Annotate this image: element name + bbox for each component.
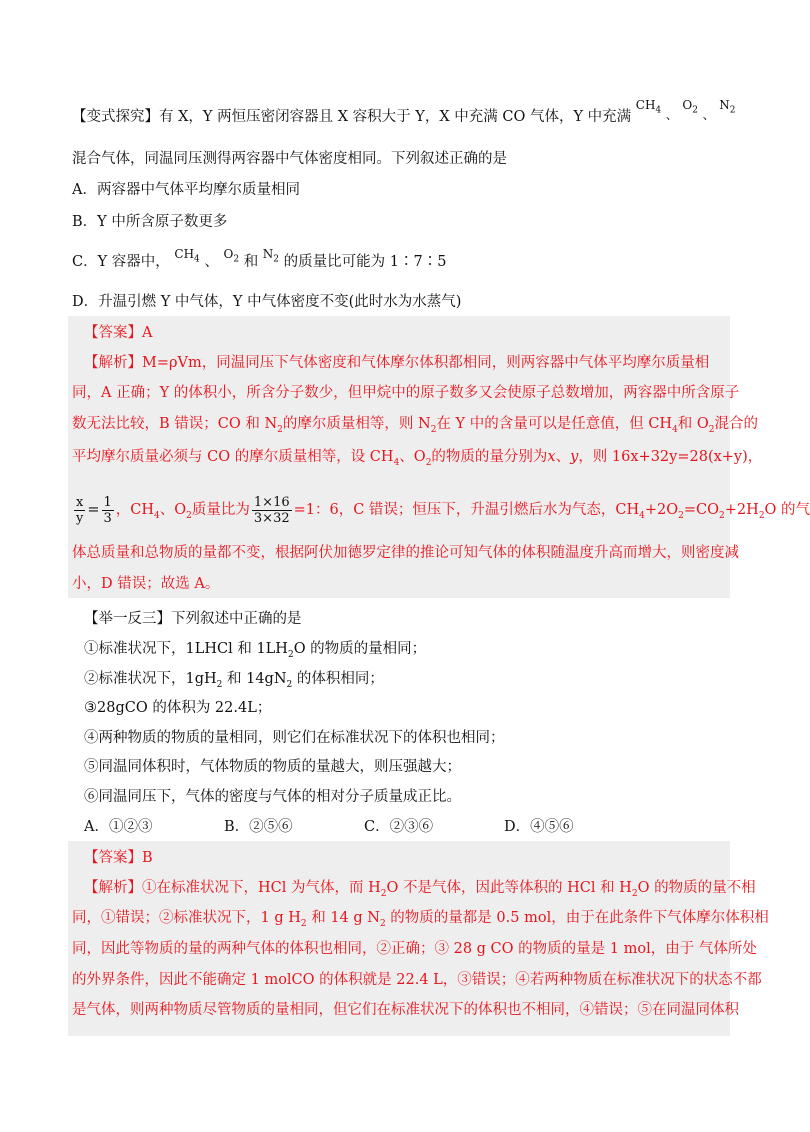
q1-option-d: D．升温引燃 Y 中气体，Y 中气体密度不变(此时水为水蒸气) (72, 294, 462, 310)
q1-option-a: A．两容器中气体平均摩尔质量相同 (72, 182, 300, 198)
formula-ch4: CH4 (635, 98, 662, 116)
q1-explanation-line6: 体总质量和总物质的量都不变，根据阿伏加德罗定律的推论可知气体的体积随温度升高而增大，则密度减 (72, 545, 739, 561)
q1-explanation-line7: 小，D 错误；故选 A。 (72, 576, 220, 592)
q2-option-a: A．①②③ (84, 819, 153, 835)
q1-option-c: C．Y 容器中， $^{CH_4}$ 、 $^{O_2}$ 和 $^{N_2}$ 的质量比可能为 1∶7∶5 (72, 247, 447, 270)
q1-explanation-line2: 同，A 正确；Y 的体积小，所含分子数少，但甲烷中的原子数多又会使原子总数增加，两容器中所含原子 (72, 385, 740, 401)
q2-option-b: B．②⑤⑥ (224, 819, 293, 835)
q1-stem-text: 【变式探究】有 X，Y 两恒压密闭容器且 X 容积大于 Y，X 中充满 CO 气体，Y 中充满 (72, 109, 632, 125)
q2-option-c: C．②③⑥ (364, 819, 434, 835)
fraction-x-over-y: $\frac{x}{y}$ (76, 494, 84, 526)
q2-explanation-line1: 【解析】①在标准状况下，HCl 为气体，而 $H_2O$ 不是气体，因此等体积的 HCl 和 $H_2O$ 的物质的量不相 (84, 880, 756, 899)
formula-n2: N2 (262, 247, 280, 265)
q1-explanation-line3: 数无法比较，B 错误；CO 和 $N_2$的摩尔质量相等，则 $N_2$在 Y 中的含量可以是任意值，但 $CH_4$和 $O_2$混合的 (72, 416, 759, 435)
q1-explanation-line4: 平均摩尔质量必须与 CO 的摩尔质量相等，设 $CH_4$、$O_2$的物质的量分别为x、y，则 16x+32y=28(x+y)， (72, 449, 763, 468)
q2-statement-3: ③28gCO 的体积为 22.4L； (84, 700, 272, 716)
q2-explanation-line4: 的外界条件，因此不能确定 1 molCO 的体积就是 22.4 L，③错误；④若两种物质在标准状况下的状态不都 (72, 972, 762, 988)
q2-option-d: D．④⑤⑥ (504, 819, 574, 835)
q1-explanation-line5: $\frac{x}{y}$ = $\frac{1}{3}$ ，$CH_4$、$O_2$质量比为 $\frac{1\times 16}{3\times 32}$ =1：6，C 错误；恒压下，升温引燃后水为气态，$CH_4+2O_2=CO_2+2H_2O$ 的气 (76, 494, 810, 526)
q1-answer: 【答案】A (84, 325, 153, 341)
q2-explanation-line2: 同，①错误；②标准状况下，1 g $H_2$ 和 14 g $N_2$ 的物质的量都是 0.5 mol，由于在此条件下气体摩尔体积相 (72, 910, 769, 929)
formula-ch4: CH4 (174, 247, 200, 265)
q2-options (84, 817, 574, 837)
q2-statement-5: ⑤同温同体积时，气体物质的物质的量越大，则压强越大； (84, 759, 461, 775)
q1-stem-line2: 混合气体，同温同压测得两容器中气体密度相同。下列叙述正确的是 (72, 151, 507, 167)
fraction-mass-ratio: $\frac{1\times 16}{3\times 32}$ (253, 494, 290, 526)
formula-n2: N2 (719, 98, 736, 116)
formula-o2: O2 (682, 98, 698, 116)
q2-statement-4: ④两种物质的物质的量相同，则它们在标准状况下的体积也相同； (84, 730, 505, 746)
q2-explanation-line3: 同，因此等物质的量的两种气体的体积也相同，②正确；③ 28 g CO 的物质的量是 1 mol，由于 气体所处 (72, 941, 757, 957)
q2-stem: 【举一反三】下列叙述中正确的是 (84, 611, 302, 627)
q1-explanation-line1: 【解析】M=ρVm，同温同压下气体密度和气体摩尔体积都相同，则两容器中气体平均摩尔质量相 (84, 355, 710, 371)
separator: 、 (702, 108, 715, 122)
q1-stem-line1 (72, 98, 736, 132)
separator: 、 (665, 108, 678, 122)
fraction-one-third: $\frac{1}{3}$ (103, 494, 112, 526)
q1-option-b: B．Y 中所含原子数更多 (72, 214, 228, 230)
q2-explanation-line5: 是气体，则两种物质尽管物质的量相同，但它们在标准状况下的体积也不相同，④错误；⑤在同温同体积 (72, 1002, 739, 1018)
q2-statement-6: ⑥同温同压下，气体的密度与气体的相对分子质量成正比。 (84, 789, 461, 805)
q2-statement-1: ①标准状况下，1LHCl 和 $1LH_2O$ 的物质的量相同； (84, 641, 427, 660)
q2-statement-2: ②标准状况下，$1gH_2$ 和 $14gN_2$ 的体积相同； (84, 671, 384, 690)
q2-answer: 【答案】B (84, 850, 153, 866)
formula-o2: O2 (223, 247, 240, 265)
